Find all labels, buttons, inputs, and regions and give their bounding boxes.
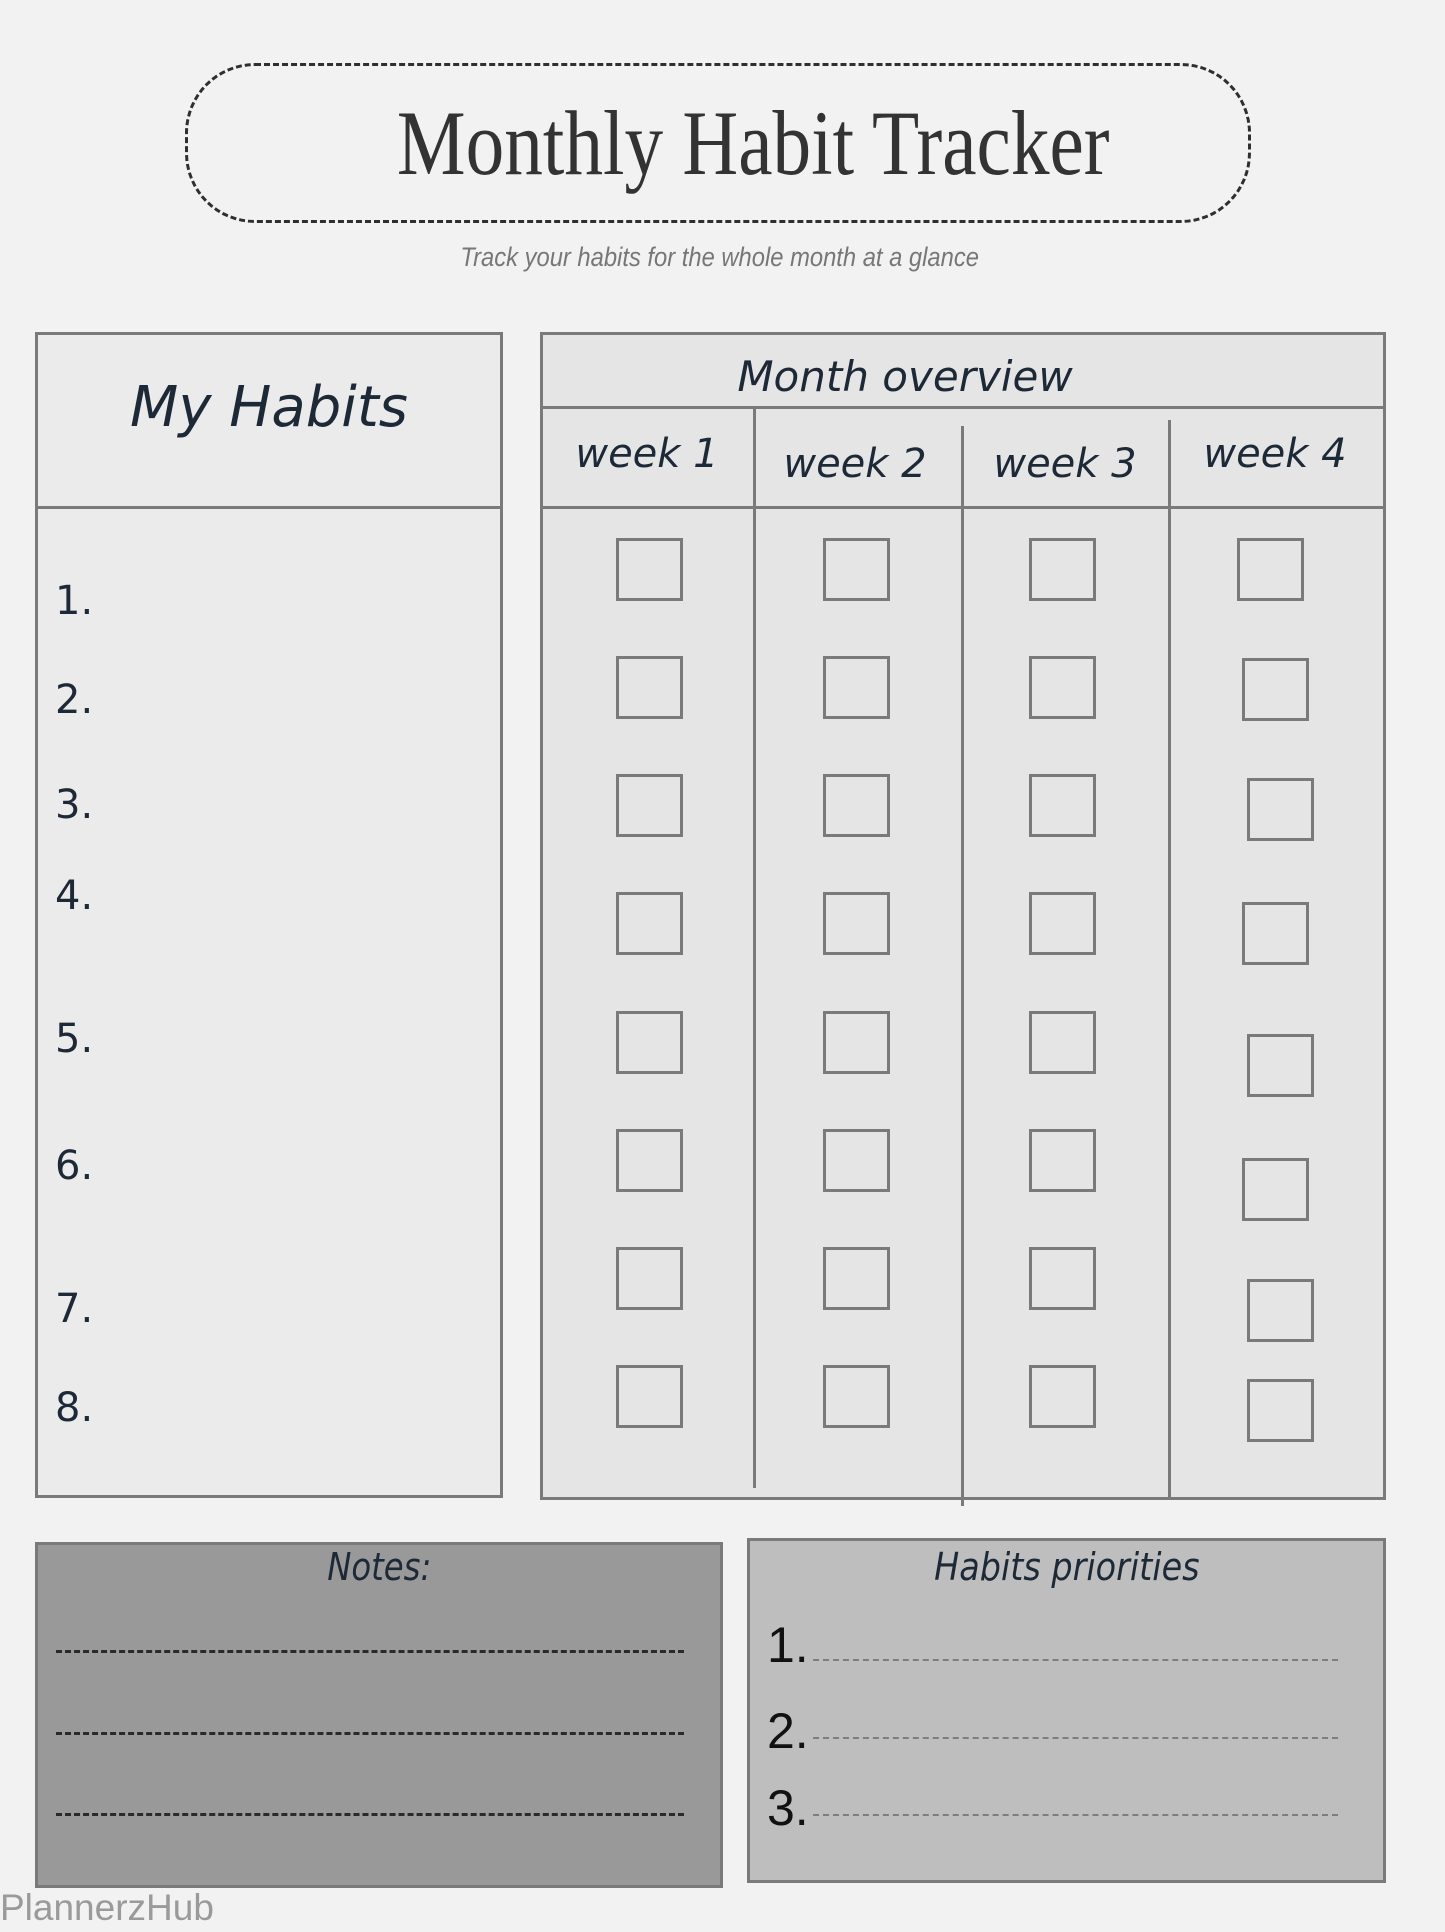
priority-item-1: 1. (767, 1617, 809, 1673)
checkbox-habit5-week1[interactable] (616, 1011, 683, 1074)
week-header-2: week 2 (783, 441, 927, 487)
checkbox-habit2-week1[interactable] (616, 656, 683, 719)
checkbox-habit5-week3[interactable] (1029, 1011, 1096, 1074)
week-divider-2 (961, 426, 964, 1506)
habit-item-4[interactable]: 4. (55, 873, 94, 919)
habit-item-1[interactable]: 1. (55, 578, 94, 624)
page-subtitle-text: Track your habits for the whole month at a glance (460, 242, 980, 272)
priority-line-1[interactable] (813, 1659, 1338, 1661)
checkbox-habit4-week1[interactable] (616, 892, 683, 955)
notes-title-text: Notes: (326, 1545, 432, 1589)
checkbox-habit1-week3[interactable] (1029, 538, 1096, 601)
week-divider-3 (1168, 420, 1171, 1498)
checkbox-habit1-week4[interactable] (1237, 538, 1304, 601)
week-header-3: week 3 (993, 441, 1137, 487)
checkbox-habit2-week3[interactable] (1029, 656, 1096, 719)
checkbox-habit4-week2[interactable] (823, 892, 890, 955)
checkbox-habit8-week4[interactable] (1247, 1379, 1314, 1442)
checkbox-habit8-week3[interactable] (1029, 1365, 1096, 1428)
checkbox-habit4-week4[interactable] (1242, 902, 1309, 965)
notes-panel (35, 1542, 723, 1888)
habit-item-6[interactable]: 6. (55, 1143, 94, 1189)
checkbox-habit4-week3[interactable] (1029, 892, 1096, 955)
page-title-text: Monthly Habit Tracker (396, 92, 1110, 194)
checkbox-habit6-week3[interactable] (1029, 1129, 1096, 1192)
checkbox-habit2-week4[interactable] (1242, 658, 1309, 721)
week-header-1: week 1 (575, 431, 719, 477)
week-header-4: week 4 (1203, 431, 1347, 477)
checkbox-habit3-week1[interactable] (616, 774, 683, 837)
notes-line-2[interactable] (56, 1732, 684, 1735)
overview-title-divider (540, 406, 1386, 409)
habits-header-divider (35, 506, 503, 509)
checkbox-habit3-week3[interactable] (1029, 774, 1096, 837)
priority-line-3[interactable] (813, 1814, 1338, 1816)
checkbox-habit7-week3[interactable] (1029, 1247, 1096, 1310)
checkbox-habit8-week1[interactable] (616, 1365, 683, 1428)
notes-line-1[interactable] (56, 1650, 684, 1653)
checkbox-habit3-week2[interactable] (823, 774, 890, 837)
checkbox-habit7-week4[interactable] (1247, 1279, 1314, 1342)
checkbox-habit5-week4[interactable] (1247, 1034, 1314, 1097)
habit-item-3[interactable]: 3. (55, 782, 94, 828)
priorities-panel (747, 1538, 1386, 1883)
priority-item-3: 3. (767, 1780, 809, 1836)
habit-item-7[interactable]: 7. (55, 1286, 94, 1332)
checkbox-habit5-week2[interactable] (823, 1011, 890, 1074)
page-subtitle (385, 242, 1055, 273)
month-overview-title: Month overview (737, 352, 1073, 401)
checkbox-habit1-week2[interactable] (823, 538, 890, 601)
habits-title: My Habits (130, 375, 408, 440)
priority-line-2[interactable] (813, 1737, 1338, 1739)
brand-watermark: PlannerzHub (0, 1887, 214, 1928)
checkbox-habit3-week4[interactable] (1247, 778, 1314, 841)
checkbox-habit2-week2[interactable] (823, 656, 890, 719)
priorities-title (747, 1545, 1386, 1589)
notes-title (35, 1545, 723, 1589)
checkbox-habit6-week4[interactable] (1242, 1158, 1309, 1221)
page-title (185, 63, 1251, 223)
habit-item-5[interactable]: 5. (55, 1016, 94, 1062)
habit-item-2[interactable]: 2. (55, 677, 94, 723)
checkbox-habit6-week2[interactable] (823, 1129, 890, 1192)
priorities-title-text: Habits priorities (933, 1545, 1200, 1589)
checkbox-habit7-week1[interactable] (616, 1247, 683, 1310)
priority-item-2: 2. (767, 1703, 809, 1759)
checkbox-habit7-week2[interactable] (823, 1247, 890, 1310)
checkbox-habit6-week1[interactable] (616, 1129, 683, 1192)
week-divider-1 (753, 408, 756, 1488)
habit-item-8[interactable]: 8. (55, 1385, 94, 1431)
checkbox-habit1-week1[interactable] (616, 538, 683, 601)
checkbox-habit8-week2[interactable] (823, 1365, 890, 1428)
notes-line-3[interactable] (56, 1813, 684, 1816)
